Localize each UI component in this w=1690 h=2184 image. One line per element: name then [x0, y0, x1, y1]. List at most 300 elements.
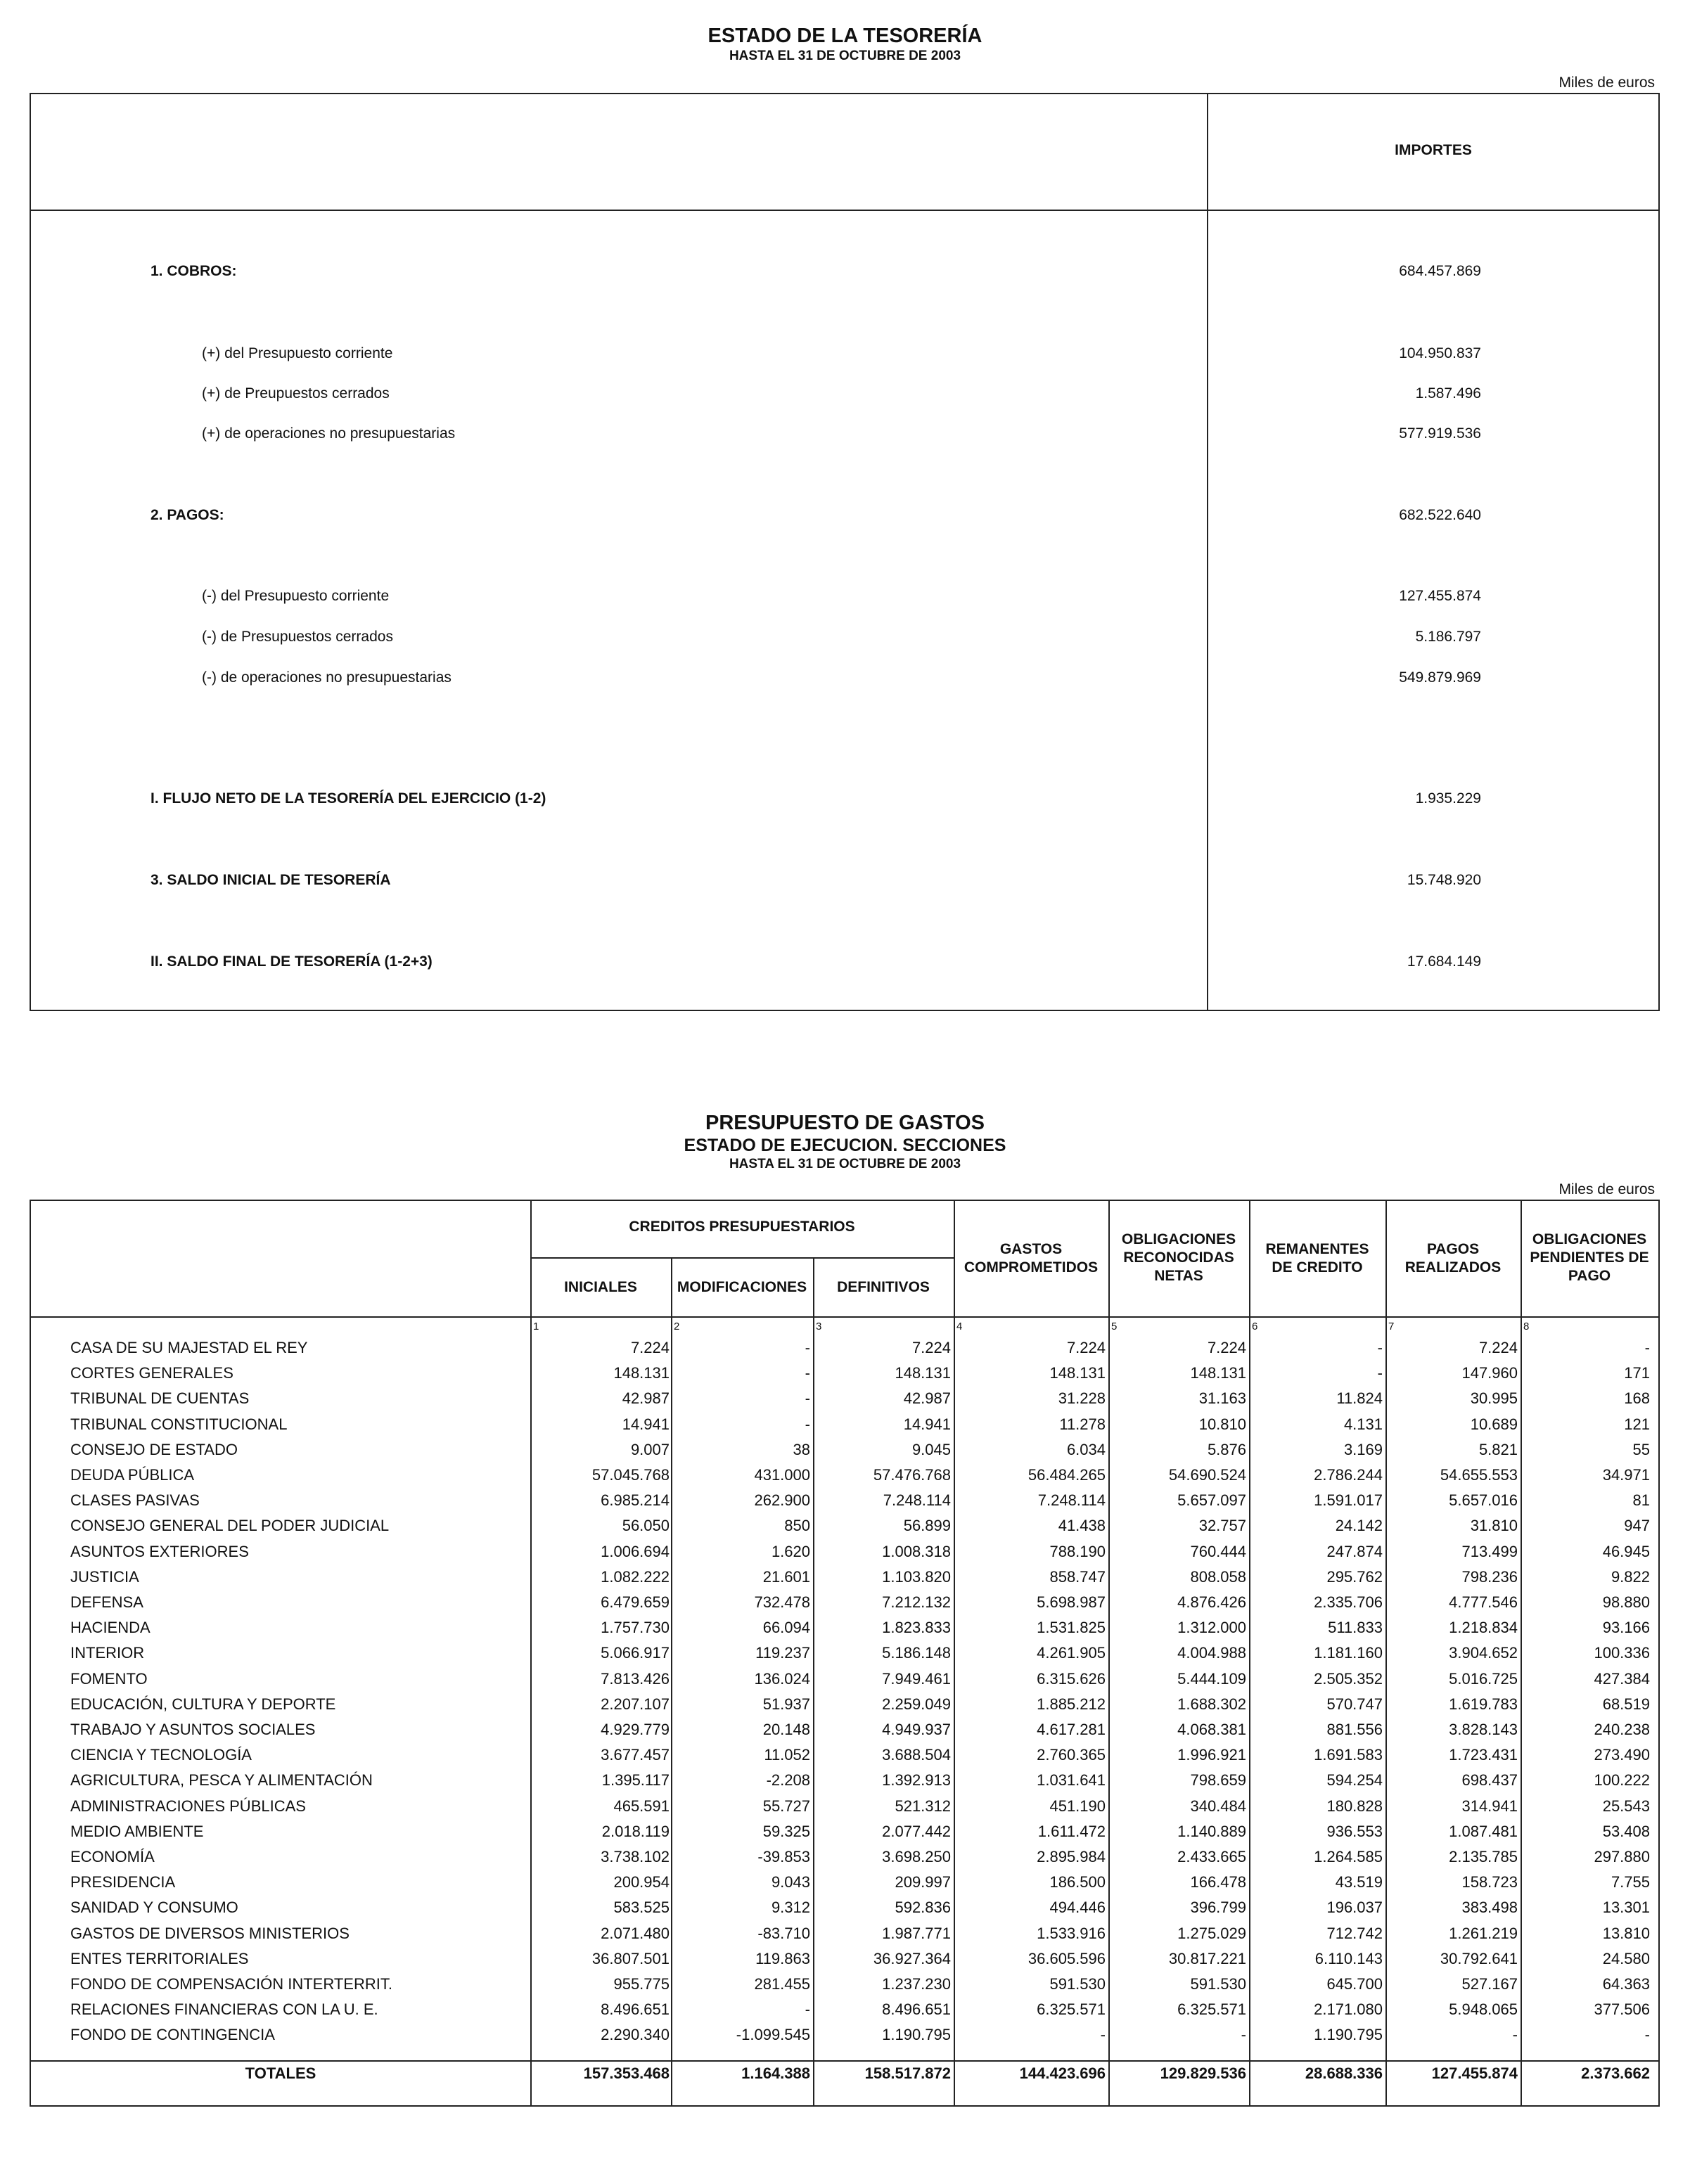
table-cell: 119.863: [755, 1949, 810, 1967]
table-row: [31, 1670, 1658, 1695]
table-cell: 9.312: [771, 1899, 810, 1917]
table-cell: 2.077.442: [882, 1822, 951, 1840]
table-row: [31, 1415, 1658, 1441]
table-cell: 1.688.302: [1177, 1695, 1246, 1713]
treasury-row-label: II. SALDO FINAL DE TESORERÍA (1-2+3): [151, 953, 433, 970]
table-cell: 570.747: [1326, 1695, 1383, 1713]
table-cell: 3.688.504: [882, 1746, 951, 1764]
table-cell: 30.817.221: [1168, 1949, 1246, 1967]
table-cell: 788.190: [1049, 1542, 1106, 1560]
table-cell: 3.169: [1343, 1440, 1383, 1458]
table-cell: 850: [784, 1517, 810, 1535]
table-cell: 591.530: [1190, 1975, 1246, 1993]
table-cell: -: [1377, 1364, 1383, 1382]
section-name: CORTES GENERALES: [70, 1364, 233, 1382]
table-cell: 38: [793, 1440, 810, 1458]
treasury-row: [31, 507, 1658, 528]
section-name: SANIDAD Y CONSUMO: [70, 1899, 238, 1917]
table-cell: 1.237.230: [882, 1975, 951, 1993]
table-cell: 21.601: [762, 1567, 810, 1586]
table-cell: 297.880: [1594, 1848, 1650, 1865]
table-row: [31, 1491, 1658, 1517]
header-oblig-line1: OBLIGACIONES: [1121, 1231, 1236, 1247]
table-cell: 53.408: [1602, 1822, 1650, 1840]
section-name: INTERIOR: [70, 1644, 145, 1662]
table-cell: -: [1644, 1339, 1650, 1356]
table-row: [31, 1771, 1658, 1797]
table-cell: 295.762: [1326, 1567, 1383, 1586]
table-cell: 2.171.080: [1314, 2000, 1383, 2019]
treasury-row: [31, 790, 1658, 811]
treasury-row-value: 682.522.640: [1399, 507, 1481, 523]
table-cell: 148.131: [895, 1364, 951, 1382]
table-cell: 1.006.694: [601, 1542, 670, 1560]
table-row: [31, 2026, 1658, 2051]
budget-title-block: [0, 1111, 1690, 1173]
section-name: FOMENTO: [70, 1669, 148, 1688]
treasury-row-label: 1. COBROS:: [151, 263, 237, 279]
table-cell: 148.131: [613, 1364, 670, 1382]
header-gastos-line2: COMPROMETIDOS: [964, 1259, 1099, 1276]
table-cell: 1.275.029: [1177, 1924, 1246, 1942]
table-cell: 5.657.097: [1177, 1491, 1246, 1510]
table-cell: 46.945: [1602, 1542, 1650, 1560]
table-cell: 121: [1624, 1415, 1650, 1433]
treasury-table: [30, 93, 1660, 1011]
table-cell: 56.484.265: [1028, 1466, 1106, 1484]
treasury-row-label: (-) de operaciones no presupuestarias: [202, 669, 452, 686]
table-cell: 1.031.641: [1037, 1771, 1106, 1790]
table-cell: 31.163: [1198, 1389, 1246, 1408]
treasury-row-value: 549.879.969: [1399, 669, 1481, 686]
table-cell: 3.738.102: [601, 1848, 670, 1865]
table-cell: 32.757: [1198, 1517, 1246, 1535]
treasury-title-block: [0, 24, 1690, 65]
table-cell: 6.034: [1066, 1440, 1106, 1458]
table-cell: -1.099.545: [736, 2026, 810, 2044]
table-cell: 594.254: [1326, 1771, 1383, 1790]
table-cell: 196.037: [1326, 1899, 1383, 1917]
table-cell: 171: [1624, 1364, 1650, 1382]
table-row: [31, 1619, 1658, 1644]
totals-cell: 1.164.388: [741, 2064, 810, 2082]
table-cell: 8.496.651: [882, 2000, 951, 2019]
table-cell: 2.135.785: [1449, 1848, 1518, 1865]
totals-cell: 28.688.336: [1305, 2064, 1383, 2082]
budget-date: HASTA EL 31 DE OCTUBRE DE 2003: [729, 1157, 961, 1171]
section-name: EDUCACIÓN, CULTURA Y DEPORTE: [70, 1695, 336, 1713]
treasury-row-value: 577.919.536: [1399, 425, 1481, 442]
table-cell: 7.949.461: [882, 1669, 951, 1688]
section-name: CONSEJO GENERAL DEL PODER JUDICIAL: [70, 1517, 390, 1535]
table-cell: 81: [1632, 1491, 1650, 1510]
table-cell: 645.700: [1326, 1975, 1383, 1993]
treasury-row-value: 5.186.797: [1415, 629, 1481, 645]
table-cell: 158.723: [1461, 1873, 1518, 1891]
table-cell: 1.823.833: [882, 1619, 951, 1637]
table-cell: 54.690.524: [1168, 1466, 1246, 1484]
header-gastos: [954, 1240, 1108, 1277]
table-cell: -: [1241, 2026, 1246, 2044]
table-row: [31, 1517, 1658, 1542]
table-cell: 858.747: [1049, 1567, 1106, 1586]
table-cell: 10.689: [1470, 1415, 1518, 1433]
table-cell: 592.836: [895, 1899, 951, 1917]
table-row: [31, 2000, 1658, 2026]
table-cell: -2.208: [766, 1771, 810, 1790]
table-cell: 7.224: [1478, 1339, 1518, 1356]
header-pendientes: [1521, 1231, 1658, 1285]
table-cell: 5.186.148: [882, 1644, 951, 1662]
totals-label: TOTALES: [245, 2064, 316, 2082]
table-row: [31, 1899, 1658, 1924]
table-cell: 1.082.222: [601, 1567, 670, 1586]
table-cell: 24.580: [1602, 1949, 1650, 1967]
table-cell: 2.290.340: [601, 2026, 670, 2044]
table-row: [31, 1823, 1658, 1848]
section-name: CIENCIA Y TECNOLOGÍA: [70, 1746, 252, 1764]
table-row: [31, 1925, 1658, 1950]
column-number: 5: [1111, 1321, 1118, 1332]
table-row: [31, 1975, 1658, 2000]
table-cell: 1.312.000: [1177, 1619, 1246, 1637]
table-cell: 2.335.706: [1314, 1593, 1383, 1611]
table-cell: 100.336: [1594, 1644, 1650, 1662]
table-cell: 1.591.017: [1314, 1491, 1383, 1510]
header-pagos-line1: PAGOS: [1426, 1241, 1480, 1257]
treasury-row: [31, 345, 1658, 366]
table-cell: 148.131: [1049, 1364, 1106, 1382]
table-row: [31, 1644, 1658, 1669]
table-cell: 698.437: [1461, 1771, 1518, 1790]
table-cell: -: [805, 1364, 810, 1382]
treasury-row: [31, 385, 1658, 406]
section-name: CLASES PASIVAS: [70, 1491, 200, 1510]
table-cell: 4.949.937: [882, 1721, 951, 1738]
header-oblig-line3: NETAS: [1154, 1268, 1203, 1284]
table-cell: 262.900: [754, 1491, 810, 1510]
column-number: 2: [674, 1321, 680, 1332]
table-cell: 59.325: [762, 1822, 810, 1840]
section-name: ECONOMÍA: [70, 1848, 155, 1865]
table-cell: 511.833: [1328, 1619, 1383, 1637]
totals-cell: 157.353.468: [583, 2064, 670, 2082]
table-cell: 24.142: [1335, 1517, 1383, 1535]
totals-cell: 129.829.536: [1160, 2064, 1246, 2082]
table-cell: 7.248.114: [883, 1491, 951, 1510]
table-cell: 1.619.783: [1449, 1695, 1518, 1713]
table-cell: 56.899: [903, 1517, 951, 1535]
table-cell: 34.971: [1602, 1466, 1650, 1484]
table-cell: 42.987: [622, 1389, 670, 1408]
treasury-row: [31, 588, 1658, 609]
section-name: PRESIDENCIA: [70, 1873, 176, 1891]
table-cell: 340.484: [1190, 1797, 1246, 1815]
section-name: CASA DE SU MAJESTAD EL REY: [70, 1339, 308, 1356]
table-cell: 25.543: [1602, 1797, 1650, 1815]
column-number: 8: [1523, 1321, 1530, 1332]
table-cell: 51.937: [762, 1695, 810, 1713]
table-row: [31, 1339, 1658, 1364]
table-cell: 148.131: [1190, 1364, 1246, 1382]
table-cell: 1.008.318: [882, 1542, 951, 1560]
table-cell: 5.876: [1207, 1440, 1246, 1458]
table-cell: 209.997: [895, 1873, 951, 1891]
table-cell: 43.519: [1335, 1873, 1383, 1891]
table-cell: 57.476.768: [873, 1466, 951, 1484]
treasury-row: [31, 953, 1658, 975]
table-cell: 936.553: [1326, 1822, 1383, 1840]
table-cell: 377.506: [1594, 2000, 1650, 2019]
table-cell: 3.904.652: [1449, 1644, 1518, 1662]
table-cell: 881.556: [1326, 1721, 1383, 1738]
header-definitivos: DEFINITIVOS: [837, 1279, 930, 1295]
table-cell: 11.824: [1336, 1389, 1383, 1408]
table-cell: 247.874: [1326, 1542, 1383, 1560]
treasury-row-value: 1.587.496: [1415, 385, 1481, 402]
totals-cell: 2.373.662: [1581, 2064, 1650, 2082]
table-cell: 56.050: [622, 1517, 670, 1535]
treasury-row: [31, 425, 1658, 447]
table-cell: 1.218.834: [1449, 1619, 1518, 1637]
table-cell: 3.677.457: [601, 1746, 670, 1764]
header-pend-line1: OBLIGACIONES: [1532, 1231, 1647, 1247]
table-cell: 9.043: [771, 1873, 810, 1891]
section-name: ASUNTOS EXTERIORES: [70, 1542, 249, 1560]
table-cell: 4.004.988: [1177, 1644, 1246, 1662]
header-pagos-line2: REALIZADOS: [1404, 1259, 1502, 1276]
table-cell: 6.325.571: [1177, 2000, 1246, 2019]
table-cell: 30.792.641: [1440, 1949, 1518, 1967]
table-cell: 68.519: [1602, 1695, 1650, 1713]
table-cell: 5.698.987: [1037, 1593, 1106, 1611]
table-cell: 11.278: [1059, 1415, 1106, 1433]
column-number: 3: [816, 1321, 822, 1332]
treasury-row-value: 684.457.869: [1399, 263, 1481, 279]
table-cell: 7.755: [1611, 1873, 1650, 1891]
table-cell: -: [805, 1415, 810, 1433]
table-cell: 2.895.984: [1037, 1848, 1106, 1865]
table-cell: 1.140.889: [1177, 1822, 1246, 1840]
table-cell: 20.148: [762, 1721, 810, 1738]
table-cell: 1.723.431: [1449, 1746, 1518, 1764]
table-cell: 396.799: [1190, 1899, 1246, 1917]
table-row: [31, 1873, 1658, 1899]
treasury-row-label: 3. SALDO INICIAL DE TESORERÍA: [151, 872, 391, 888]
section-name: AGRICULTURA, PESCA Y ALIMENTACIÓN: [70, 1771, 373, 1790]
table-cell: 1.533.916: [1037, 1924, 1106, 1942]
treasury-row-value: 17.684.149: [1407, 953, 1481, 970]
table-cell: 3.698.250: [882, 1848, 951, 1865]
table-cell: 1.620: [771, 1542, 810, 1560]
table-cell: 947: [1624, 1517, 1650, 1535]
table-cell: 7.224: [1066, 1339, 1106, 1356]
table-cell: 5.444.109: [1177, 1669, 1246, 1688]
treasury-title: ESTADO DE LA TESORERÍA: [708, 25, 982, 47]
table-cell: 1.181.160: [1314, 1644, 1383, 1662]
table-row: [31, 1568, 1658, 1593]
table-cell: 527.167: [1461, 1975, 1518, 1993]
table-cell: 798.659: [1190, 1771, 1246, 1790]
table-cell: 13.301: [1602, 1899, 1650, 1917]
table-cell: 7.813.426: [601, 1669, 670, 1688]
table-cell: 1.087.481: [1449, 1822, 1518, 1840]
table-cell: 240.238: [1594, 1721, 1650, 1738]
table-cell: 5.657.016: [1449, 1491, 1518, 1510]
table-cell: 147.960: [1461, 1364, 1518, 1382]
treasury-row-value: 127.455.874: [1399, 588, 1481, 604]
header-iniciales: INICIALES: [564, 1279, 637, 1295]
totals-cell: 158.517.872: [864, 2064, 951, 2082]
treasury-units: Miles de euros: [1558, 75, 1655, 91]
treasury-row: [31, 629, 1658, 650]
section-name: TRIBUNAL DE CUENTAS: [70, 1389, 250, 1408]
table-cell: 465.591: [613, 1797, 670, 1815]
table-cell: -39.853: [757, 1848, 810, 1865]
table-cell: 2.071.480: [601, 1924, 670, 1942]
table-cell: 281.455: [754, 1975, 810, 1993]
table-cell: 2.433.665: [1177, 1848, 1246, 1865]
table-cell: 808.058: [1190, 1567, 1246, 1586]
treasury-row-label: 2. PAGOS:: [151, 507, 224, 523]
treasury-row-label: (+) de Preupuestos cerrados: [202, 385, 390, 402]
table-cell: 1.264.585: [1314, 1848, 1383, 1865]
table-cell: 1.190.795: [1314, 2026, 1383, 2044]
table-row: [31, 1543, 1658, 1568]
table-cell: 273.490: [1594, 1746, 1650, 1764]
table-cell: 4.876.426: [1177, 1593, 1246, 1611]
table-cell: 166.478: [1190, 1873, 1246, 1891]
table-row: [31, 1389, 1658, 1415]
table-cell: -: [805, 1339, 810, 1356]
table-cell: 6.110.143: [1314, 1949, 1383, 1967]
table-cell: 6.479.659: [601, 1593, 670, 1611]
table-cell: 36.927.364: [873, 1949, 951, 1967]
table-cell: -: [1512, 2026, 1518, 2044]
table-cell: 200.954: [613, 1873, 670, 1891]
table-cell: 494.446: [1049, 1899, 1106, 1917]
table-cell: -: [1377, 1339, 1383, 1356]
budget-table: [30, 1200, 1660, 2107]
creditos-divider: [530, 1257, 954, 1259]
budget-title: PRESUPUESTO DE GASTOS: [705, 1112, 985, 1134]
section-name: ADMINISTRACIONES PÚBLICAS: [70, 1797, 306, 1815]
table-cell: -83.710: [757, 1924, 810, 1942]
table-cell: 98.880: [1602, 1593, 1650, 1611]
header-pend-line2: PENDIENTES DE: [1530, 1250, 1649, 1266]
treasury-header-divider: [31, 210, 1658, 211]
table-cell: 11.052: [764, 1746, 810, 1764]
table-cell: -: [1100, 2026, 1106, 2044]
table-cell: 7.224: [630, 1339, 670, 1356]
table-cell: 427.384: [1594, 1669, 1650, 1688]
table-cell: 6.315.626: [1037, 1669, 1106, 1688]
table-cell: 732.478: [754, 1593, 810, 1611]
section-name: CONSEJO DE ESTADO: [70, 1440, 238, 1458]
budget-subtitle: ESTADO DE EJECUCION. SECCIONES: [684, 1136, 1006, 1155]
table-cell: 168: [1624, 1389, 1650, 1408]
table-cell: 9.045: [911, 1440, 951, 1458]
table-cell: 1.531.825: [1037, 1619, 1106, 1637]
table-row: [31, 1466, 1658, 1491]
table-cell: 5.066.917: [601, 1644, 670, 1662]
header-creditos: CREDITOS PRESUPUESTARIOS: [629, 1219, 855, 1235]
table-cell: 100.222: [1594, 1771, 1650, 1790]
table-cell: 66.094: [762, 1619, 810, 1637]
table-cell: 6.325.571: [1037, 2000, 1106, 2019]
treasury-subtitle: HASTA EL 31 DE OCTUBRE DE 2003: [729, 49, 961, 63]
table-cell: 10.810: [1198, 1415, 1246, 1433]
table-cell: 583.525: [613, 1899, 670, 1917]
table-cell: 55.727: [762, 1797, 810, 1815]
table-cell: 1.987.771: [882, 1924, 951, 1942]
table-row: [31, 1721, 1658, 1746]
section-name: DEUDA PÚBLICA: [70, 1466, 195, 1484]
section-name: JUSTICIA: [70, 1567, 139, 1586]
table-cell: 4.068.381: [1177, 1721, 1246, 1738]
table-cell: 42.987: [903, 1389, 951, 1408]
table-cell: 180.828: [1326, 1797, 1383, 1815]
header-remanentes: [1249, 1240, 1385, 1277]
table-cell: 14.941: [903, 1415, 951, 1433]
treasury-column-header: IMPORTES: [1395, 142, 1472, 158]
table-cell: 31.228: [1058, 1389, 1106, 1408]
treasury-row-label: (-) de Presupuestos cerrados: [202, 629, 393, 645]
table-cell: 7.224: [911, 1339, 951, 1356]
treasury-row-label: (+) de operaciones no presupuestarias: [202, 425, 456, 442]
table-cell: 55: [1632, 1440, 1650, 1458]
table-row: [31, 1593, 1658, 1619]
section-name: TRABAJO Y ASUNTOS SOCIALES: [70, 1721, 316, 1738]
section-name: FONDO DE CONTINGENCIA: [70, 2026, 275, 2044]
treasury-row-label: (-) del Presupuesto corriente: [202, 588, 390, 604]
table-cell: 7.248.114: [1037, 1491, 1106, 1510]
table-cell: 2.786.244: [1314, 1466, 1383, 1484]
table-cell: 1.395.117: [601, 1771, 670, 1790]
section-name: TRIBUNAL CONSTITUCIONAL: [70, 1415, 288, 1433]
table-cell: 2.259.049: [882, 1695, 951, 1713]
table-cell: -: [805, 1389, 810, 1408]
table-cell: 6.985.214: [601, 1491, 670, 1510]
header-pagos: [1385, 1240, 1521, 1277]
table-cell: 431.000: [754, 1466, 810, 1484]
table-cell: 1.611.472: [1037, 1822, 1106, 1840]
table-cell: 7.224: [1207, 1339, 1246, 1356]
table-cell: 1.261.219: [1449, 1924, 1518, 1942]
column-number: 7: [1388, 1321, 1395, 1332]
table-cell: 64.363: [1602, 1975, 1650, 1993]
section-name: FONDO DE COMPENSACIÓN INTERTERRIT.: [70, 1975, 392, 1993]
section-name: ENTES TERRITORIALES: [70, 1949, 249, 1967]
treasury-row-value: 1.935.229: [1415, 790, 1481, 807]
table-cell: 1.392.913: [882, 1771, 951, 1790]
table-cell: 30.995: [1470, 1389, 1518, 1408]
column-number: 4: [956, 1321, 963, 1332]
header-oblig-line2: RECONOCIDAS: [1123, 1250, 1234, 1266]
section-name: GASTOS DE DIVERSOS MINISTERIOS: [70, 1924, 350, 1942]
table-row: [31, 1364, 1658, 1389]
treasury-row-label: I. FLUJO NETO DE LA TESORERÍA DEL EJERCICIO (1-2): [151, 790, 546, 807]
table-cell: 8.496.651: [601, 2000, 670, 2019]
table-cell: 955.775: [613, 1975, 670, 1993]
totals-cell: 127.455.874: [1431, 2064, 1518, 2082]
table-cell: 760.444: [1190, 1542, 1246, 1560]
section-name: RELACIONES FINANCIERAS CON LA U. E.: [70, 2000, 378, 2019]
table-cell: 9.007: [630, 1440, 670, 1458]
header-divider: [31, 1316, 1658, 1318]
table-cell: 41.438: [1058, 1517, 1106, 1535]
budget-units: Miles de euros: [1558, 1181, 1655, 1197]
